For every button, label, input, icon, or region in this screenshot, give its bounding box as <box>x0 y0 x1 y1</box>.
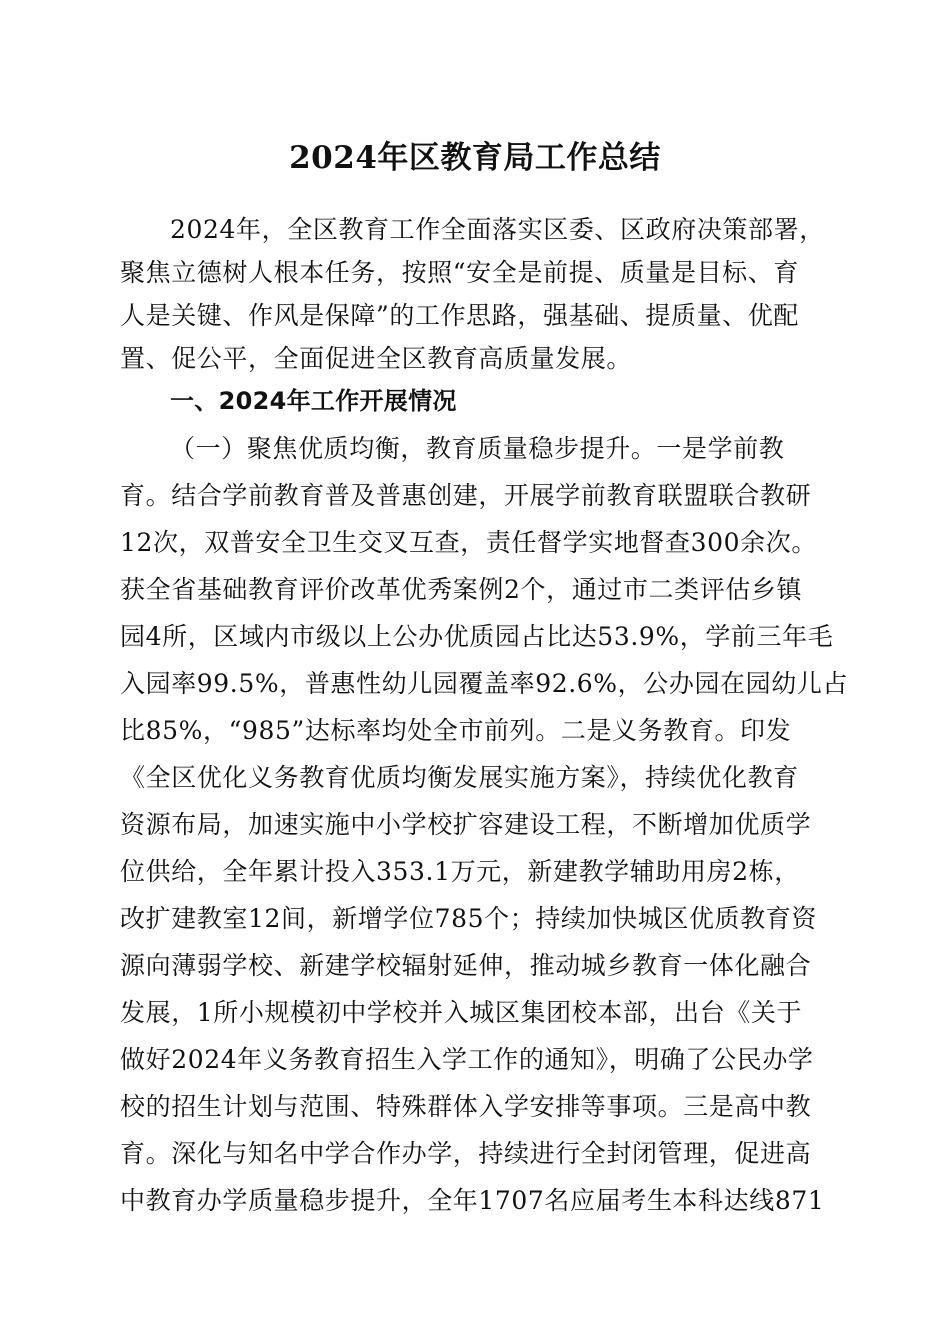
document-title: 2024年区教育局工作总结 <box>289 140 661 176</box>
body-line-5: 园4所，区域内市级以上公办优质园占比达53.9%，学前三年毛 <box>120 622 834 651</box>
intro-line-4: 置、促公平，全面促进全区教育高质量发展。 <box>120 344 633 373</box>
section-heading: 一、2024年工作开展情况 <box>170 387 457 415</box>
body-line-1: （一）聚焦优质均衡，教育质量稳步提升。一是学前教 <box>170 434 785 463</box>
body-line-14: 做好2024年义务教育招生入学工作的通知》，明确了公民办学 <box>120 1045 814 1074</box>
body-line-8: 《全区优化义务教育优质均衡发展实施方案》，持续优化教育 <box>120 763 799 792</box>
body-line-11: 改扩建教室12间，新增学位785个；持续加快城区优质教育资 <box>120 904 817 933</box>
body-line-16: 育。深化与知名中学合作办学，持续进行全封闭管理，促进高 <box>120 1139 812 1168</box>
intro-line-2: 聚焦立德树人根本任务，按照“安全是前提、质量是目标、育 <box>120 258 799 287</box>
body-line-7: 比85%，“985”达标率均处全市前列。二是义务教育。印发 <box>120 716 792 745</box>
intro-line-1: 2024年，全区教育工作全面落实区委、区政府决策部署， <box>170 215 825 244</box>
body-line-6: 入园率99.5%，普惠性幼儿园覆盖率92.6%，公办园在园幼儿占 <box>120 669 849 698</box>
body-line-9: 资源布局，加速实施中小学校扩容建设工程，不断增加优质学 <box>120 810 812 839</box>
body-line-13: 发展，1所小规模初中学校并入城区集团校本部，出台《关于 <box>120 998 803 1027</box>
body-line-2: 育。结合学前教育普及普惠创建，开展学前教育联盟联合教研 <box>120 481 812 510</box>
body-line-3: 12次，双普安全卫生交叉互查，责任督学实地督查300余次。 <box>120 528 817 557</box>
body-line-12: 源向薄弱学校、新建学校辐射延伸，推动城乡教育一体化融合 <box>120 951 812 980</box>
body-line-17: 中教育办学质量稳步提升，全年1707名应届考生本科达线871 <box>120 1186 825 1215</box>
body-line-10: 位供给，全年累计投入353.1万元，新建教学辅助用房2栋， <box>120 857 800 886</box>
body-line-4: 获全省基础教育评价改革优秀案例2个，通过市二类评估乡镇 <box>120 575 803 604</box>
intro-line-3: 人是关键、作风是保障”的工作思路，强基础、提质量、优配 <box>120 301 799 330</box>
body-line-15: 校的招生计划与范围、特殊群体入学安排等事项。三是高中教 <box>120 1092 812 1121</box>
